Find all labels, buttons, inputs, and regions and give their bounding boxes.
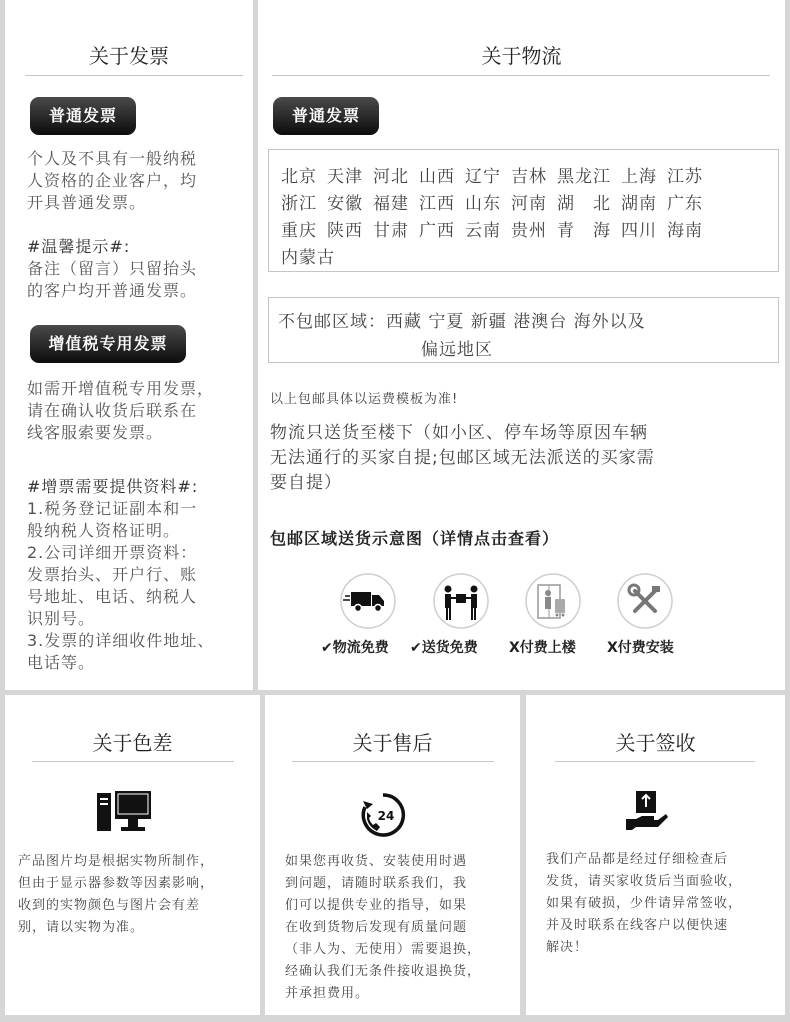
computer-icon [97, 791, 153, 835]
vat-invoice-label: 增值税专用发票 [30, 325, 186, 363]
excluded-regions: 西藏 宁夏 新疆 港澳台 海外以及 [386, 312, 646, 332]
aftersale-title: 关于售后 [352, 731, 433, 755]
template-note: 以上包邮具体以运费模板为准! [270, 392, 459, 407]
color-panel [5, 695, 260, 1015]
aftersale-title-rule [292, 761, 494, 762]
logistics-pill-label: 普通发票 [273, 97, 379, 135]
invoice-title: 关于发票 [89, 44, 169, 68]
signoff-title: 关于签收 [615, 731, 696, 755]
package-hand-icon [624, 789, 668, 835]
color-title: 关于色差 [92, 731, 173, 755]
truck-icon [339, 572, 397, 630]
vat-requirements: #增票需要提供资料#: 1.税务登记证副本和一 般纳税人资格证明。 2.公司详细开票资料： 发票抬头、开户行、账 号地址、电话、纳税人 识别号。 3.发票的详细收件地址、 电话等。 [27, 477, 215, 672]
service-label: X付费安装 [607, 640, 674, 656]
delivery-note: 物流只送货至楼下（如小区、停车场等原因车辆 无法通行的买家自提;包邮区域无法派送的买家需 要自提） [270, 423, 655, 493]
invoice-panel [5, 0, 253, 690]
aftersale-text: 如果您再收货、安装使用时遇 到问题，请随时联系我们，我 们可以提供专业的指导，如果 在收到货物后发现有质量问题 （非人为、无使用）需要退换， 经确认我们无条件接收退换货， 并承担费用。 [285, 854, 482, 1001]
color-text: 产品图片均是根据实物所制作， 但由于显示器参数等因素影响， 收到的实物颜色与图片会有差 别，请以实物为准。 [18, 854, 215, 935]
signoff-panel [526, 695, 785, 1015]
delivery-diagram-link[interactable]: 包邮区域送货示意图（详情点击查看） [270, 529, 560, 548]
excluded-region-box [268, 297, 779, 363]
service-label: ✔送货免费 [410, 640, 478, 656]
tip-block: #温馨提示#: 备注（留言）只留抬头 的客户均开普通发票。 [27, 237, 198, 300]
service-label: X付费上楼 [509, 640, 576, 656]
province-row: 内蒙古 [281, 248, 335, 268]
excluded-label: 不包邮区域： [278, 312, 386, 332]
handover-icon [432, 572, 490, 630]
svg-text:24: 24 [377, 809, 395, 823]
color-title-rule [32, 761, 234, 762]
phone-24h-icon [359, 791, 407, 839]
excluded-regions-cont: 偏远地区 [421, 340, 493, 360]
logistics-panel [258, 0, 785, 690]
aftersale-panel [265, 695, 520, 1015]
province-row: 重庆 陕西 甘肃 广西 云南 贵州 青 海 四川 海南 [281, 221, 703, 241]
signoff-text: 我们产品都是经过仔细检查后 发货，请买家收货后当面验收， 如果有破损，少件请异常签收， 并及时联系在线客户以便快速 解决！ [546, 852, 743, 955]
province-row: 浙江 安徽 福建 江西 山东 河南 湖 北 湖南 广东 [281, 194, 703, 214]
logistics-title-rule [272, 75, 770, 76]
normal-invoice-label: 普通发票 [30, 97, 136, 135]
signoff-title-rule [555, 761, 755, 762]
province-box [268, 149, 779, 272]
tools-icon [616, 572, 674, 630]
elevator-icon [524, 572, 582, 630]
invoice-title-rule [25, 75, 243, 76]
vat-invoice-text: 如需开增值税专用发票， 请在确认收货后联系在 线客服索要发票。 [27, 379, 215, 442]
tip-title: #温馨提示#: [27, 237, 131, 256]
normal-invoice-text: 个人及不具有一般纳税 人资格的企业客户，均 开具普通发票。 [27, 149, 198, 212]
province-row: 北京 天津 河北 山西 辽宁 吉林 黑龙江 上海 江苏 [281, 167, 703, 187]
logistics-title: 关于物流 [481, 44, 562, 68]
service-label: ✔物流免费 [321, 640, 389, 656]
requirements-title: #增票需要提供资料#: [27, 477, 199, 496]
